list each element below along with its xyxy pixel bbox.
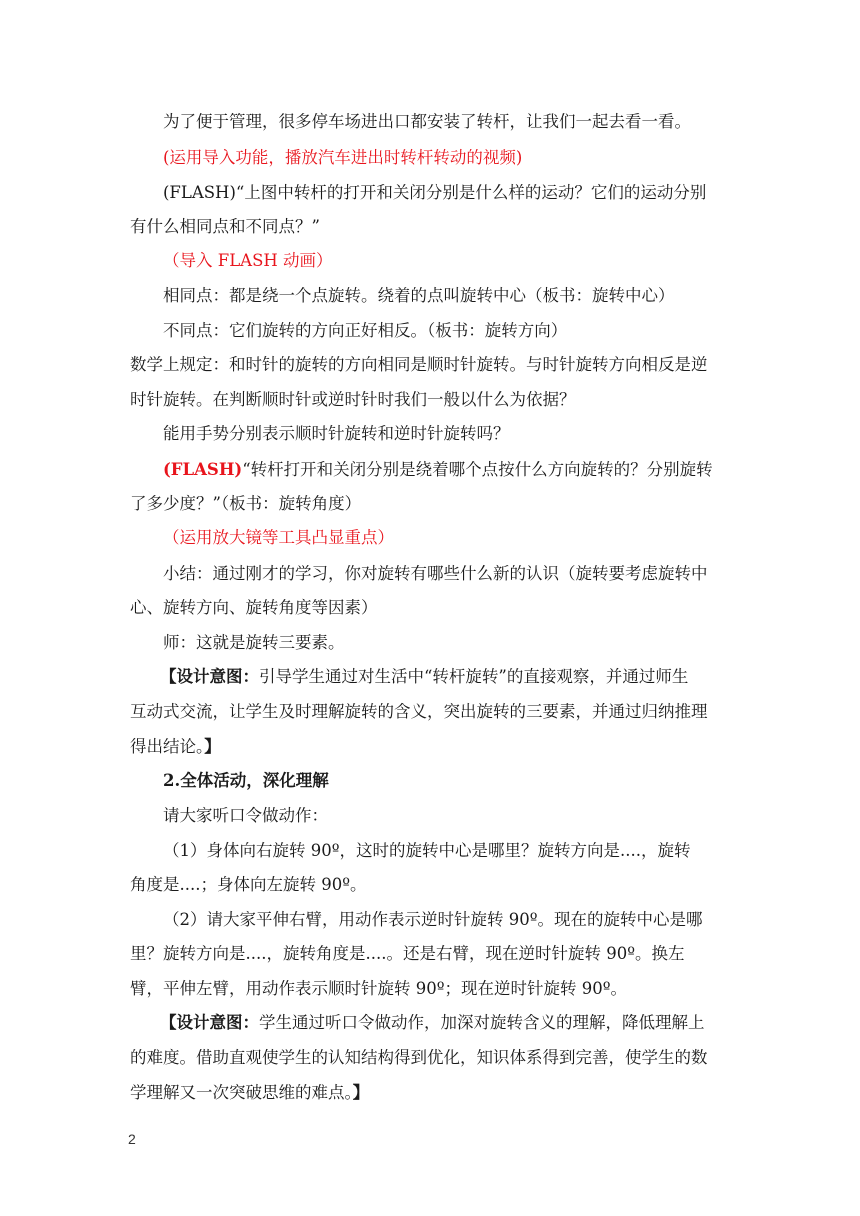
flash-label: (FLASH) [163, 460, 243, 479]
text-line [130, 1082, 369, 1104]
text-line: 互动式交流，让学生及时理解旋转的含义，突出旋转的三要素，并通过归纳推理 [130, 702, 708, 721]
text-line: (FLASH)“上图中转杆的打开和关闭分别是什么样的运动？它们的运动分别 [163, 183, 707, 202]
text-line: （运用放大镜等工具凸显重点） [163, 528, 394, 547]
text-line [130, 736, 221, 758]
bracket-close: 】 [352, 1083, 370, 1102]
text-line: 为了便于管理，很多停车场进出口都安装了转杆，让我们一起去看一看。 [163, 112, 691, 131]
bracket-close: 】 [204, 737, 221, 756]
text-line: 数学上规定：和时针的旋转的方向相同是顺时针旋转。与时针旋转方向相反是逆 [130, 355, 708, 374]
text-line: 有什么相同点和不同点？” [130, 217, 320, 236]
text-line [160, 1012, 705, 1034]
text-line: （导入 FLASH 动画） [163, 251, 333, 270]
text-line [160, 666, 688, 688]
text-line: 角度是....；身体向左旋转 90º。 [130, 875, 367, 894]
text-segment: 学理解又一次突破思维的难点。 [130, 1083, 353, 1102]
text-line: (运用导入功能，播放汽车进出时转杆转动的视频) [163, 148, 523, 167]
text-segment: “转杆打开和关闭分别是绕着哪个点按什么方向旋转的？分别旋转 [242, 460, 713, 479]
text-line: 师：这就是旋转三要素。 [163, 633, 345, 652]
text-line: 请大家听口令做动作： [163, 806, 328, 825]
text-line: 小结：通过刚才的学习，你对旋转有哪些什么新的认识（旋转要考虑旋转中 [163, 564, 708, 583]
text-line [163, 459, 713, 481]
text-line: 不同点：它们旋转的方向正好相反。（板书：旋转方向） [163, 321, 568, 340]
page-number: 2 [128, 1131, 136, 1147]
text-segment: 学生通过听口令做动作，加深对旋转含义的理解，降低理解上 [259, 1013, 705, 1032]
text-line: （1）身体向右旋转 90º，这时的旋转中心是哪里？旋转方向是....，旋转 [163, 841, 691, 860]
text-line: 的难度。借助直观使学生的认知结构得到优化，知识体系得到完善，使学生的数 [130, 1048, 708, 1067]
text-line: （2）请大家平伸右臂，用动作表示逆时针旋转 90º。现在的旋转中心是哪 [163, 910, 703, 929]
text-line: 能用手势分别表示顺时针旋转和逆时针旋转吗？ [163, 424, 510, 443]
text-line: 时针旋转。在判断顺时针或逆时针时我们一般以什么为依据？ [130, 390, 576, 409]
text-segment: 得出结论。 [130, 737, 205, 756]
section-heading: 2.全体活动，深化理解 [163, 771, 329, 790]
text-line: 臂，平伸左臂，用动作表示顺时针旋转 90º；现在逆时针旋转 90º。 [130, 979, 627, 998]
design-intent-label: 【设计意图： [160, 1013, 259, 1032]
text-line: 里？旋转方向是....，旋转角度是....。还是右臂，现在逆时针旋转 90º。换左 [130, 944, 685, 963]
design-intent-label: 【设计意图： [160, 667, 259, 686]
text-line: 相同点：都是绕一个点旋转。绕着的点叫旋转中心（板书：旋转中心） [163, 286, 675, 305]
text-segment: 引导学生通过对生活中“转杆旋转”的直接观察，并通过师生 [259, 667, 689, 686]
text-line: 了多少度？”（板书：旋转角度） [130, 494, 362, 513]
text-line: 心、旋转方向、旋转角度等因素） [130, 598, 378, 617]
